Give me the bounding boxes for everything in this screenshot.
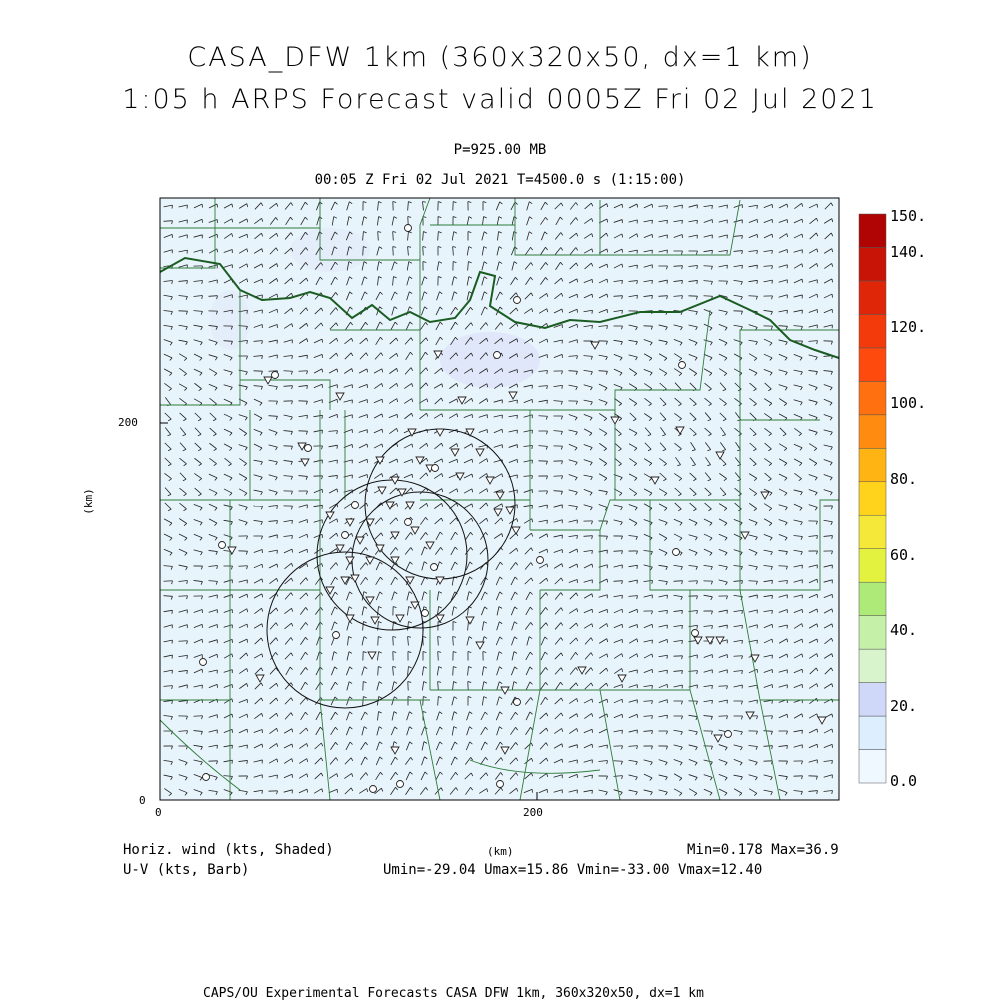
wind-barb-flag bbox=[592, 564, 593, 567]
colorbar bbox=[859, 214, 886, 783]
wind-barb-flag bbox=[772, 595, 773, 598]
station-circle bbox=[679, 362, 686, 369]
colorbar-segment bbox=[859, 281, 886, 314]
wind-barb bbox=[438, 652, 439, 661]
wind-barb-flag bbox=[322, 505, 323, 508]
colorbar-segment bbox=[859, 649, 886, 682]
wind-barb bbox=[179, 641, 188, 642]
wind-barb-flag bbox=[817, 729, 818, 732]
wind-barb-flag bbox=[622, 234, 623, 237]
colorbar-segment bbox=[859, 482, 886, 515]
wind-barb-flag bbox=[772, 580, 773, 583]
wind-barb-flag bbox=[832, 729, 833, 732]
wind-barb-flag bbox=[817, 609, 818, 612]
colorbar-segment bbox=[859, 314, 886, 347]
min-max-readout: Min=0.178 Max=36.9 bbox=[687, 842, 839, 858]
wind-barb bbox=[423, 697, 424, 706]
station-circle bbox=[352, 502, 359, 509]
colorbar-segment bbox=[859, 549, 886, 582]
colorbar-segment bbox=[859, 716, 886, 749]
wind-barb-flag bbox=[592, 699, 593, 702]
colorbar-segment bbox=[859, 348, 886, 381]
colorbar-label: 80. bbox=[890, 470, 917, 488]
wind-barb bbox=[719, 716, 728, 717]
colorbar-label: 140. bbox=[890, 243, 926, 261]
pressure-level: P=925.00 MB bbox=[0, 142, 1000, 158]
colorbar-segment bbox=[859, 582, 886, 615]
colorbar-segment bbox=[859, 616, 886, 649]
wind-barb-flag bbox=[712, 700, 713, 703]
colorbar-label: 20. bbox=[890, 697, 917, 715]
colorbar-segment bbox=[859, 415, 886, 448]
wind-barb bbox=[239, 566, 248, 567]
wind-barb-flag bbox=[307, 415, 308, 418]
wind-barb-flag bbox=[697, 625, 698, 628]
wind-barb-flag bbox=[622, 595, 623, 598]
wind-barb bbox=[749, 296, 758, 297]
colorbar-segment bbox=[859, 750, 886, 783]
wind-barb bbox=[363, 247, 364, 256]
wind-barb-flag bbox=[577, 549, 578, 552]
station-circle bbox=[370, 786, 377, 793]
wind-barb-flag bbox=[817, 639, 818, 642]
wind-barb-flag bbox=[292, 520, 293, 523]
x-tick-label-0: 0 bbox=[155, 806, 162, 819]
wind-barb-flag bbox=[682, 220, 683, 223]
colorbar-segment bbox=[859, 515, 886, 548]
station-circle bbox=[405, 519, 412, 526]
station-circle bbox=[272, 372, 279, 379]
wind-barb bbox=[423, 247, 424, 256]
wind-barb-flag bbox=[262, 744, 263, 747]
wind-barb-flag bbox=[592, 325, 593, 328]
wind-barb-flag bbox=[637, 565, 638, 568]
wind-barb-flag bbox=[742, 640, 743, 643]
wind-barb bbox=[554, 476, 563, 477]
station-circle bbox=[432, 465, 439, 472]
wind-barb-flag bbox=[667, 220, 668, 223]
wind-barb-flag bbox=[322, 415, 323, 418]
colorbar-segment bbox=[859, 214, 886, 247]
wind-barb-flag bbox=[772, 700, 773, 703]
wind-barb-flag bbox=[652, 654, 653, 657]
wind-barb-flag bbox=[757, 280, 758, 283]
station-circle bbox=[497, 781, 504, 788]
wind-barb-flag bbox=[532, 505, 533, 508]
wind-barb bbox=[393, 637, 394, 646]
wind-barb-flag bbox=[217, 204, 218, 207]
colorbar-segment bbox=[859, 381, 886, 414]
plot-title-line1: CASA_DFW 1km (360x320x50, dx=1 km) bbox=[0, 42, 1000, 73]
station-circle bbox=[494, 352, 501, 359]
field-maximum-patch bbox=[440, 332, 540, 388]
station-circle bbox=[692, 630, 699, 637]
uv-range-readout: Umin=-29.04 Umax=15.86 Vmin=-33.00 Vmax=12.40 bbox=[383, 862, 762, 878]
wind-barb-flag bbox=[262, 790, 263, 793]
wind-barb-flag bbox=[607, 219, 608, 222]
colorbar-segment bbox=[859, 247, 886, 280]
wind-barb-flag bbox=[247, 310, 248, 313]
field-patch bbox=[290, 228, 370, 272]
wind-barb-flag bbox=[607, 579, 608, 582]
wind-barb-flag bbox=[712, 250, 713, 253]
station-circle bbox=[200, 659, 207, 666]
wind-barb bbox=[299, 371, 308, 372]
wind-barb-flag bbox=[547, 339, 548, 342]
y-tick-label-200: 200 bbox=[118, 416, 138, 429]
wind-barb-flag bbox=[367, 444, 368, 447]
wind-barb-flag bbox=[757, 205, 758, 208]
wind-barb-flag bbox=[667, 655, 668, 658]
station-circle bbox=[514, 297, 521, 304]
wind-barb-flag bbox=[652, 280, 653, 283]
wind-barb-flag bbox=[622, 264, 623, 267]
station-circle bbox=[203, 774, 210, 781]
legend-shaded: Horiz. wind (kts, Shaded) bbox=[123, 842, 334, 858]
wind-barb bbox=[749, 581, 758, 582]
colorbar-segment bbox=[859, 683, 886, 716]
wind-barb-flag bbox=[172, 610, 173, 613]
colorbar-label: 0.0 bbox=[890, 772, 917, 790]
station-circle bbox=[514, 699, 521, 706]
valid-time: 00:05 Z Fri 02 Jul 2021 T=4500.0 s (1:15:00) bbox=[0, 172, 1000, 188]
colorbar-label: 120. bbox=[890, 318, 926, 336]
wind-barb-flag bbox=[622, 310, 623, 313]
station-circle bbox=[219, 542, 226, 549]
wind-barb bbox=[614, 746, 623, 747]
x-axis-label: (km) bbox=[487, 845, 514, 858]
wind-barb-flag bbox=[697, 220, 698, 223]
colorbar-label: 40. bbox=[890, 621, 917, 639]
y-tick-label-0: 0 bbox=[139, 794, 146, 807]
wind-barb-flag bbox=[772, 610, 773, 613]
credit-line: CAPS/OU Experimental Forecasts CASA DFW 1km, 360x320x50, dx=1 km bbox=[203, 986, 704, 1001]
wind-barb-flag bbox=[832, 699, 833, 702]
wind-barb-flag bbox=[562, 309, 563, 312]
x-tick-label-200: 200 bbox=[523, 806, 543, 819]
wind-barb bbox=[453, 667, 454, 676]
station-circle bbox=[422, 610, 429, 617]
wind-barb-flag bbox=[742, 625, 743, 628]
colorbar-label: 150. bbox=[890, 207, 926, 225]
wind-barb-flag bbox=[712, 205, 713, 208]
legend-barb: U-V (kts, Barb) bbox=[123, 862, 249, 878]
station-circle bbox=[673, 549, 680, 556]
wind-barb-flag bbox=[277, 564, 278, 567]
colorbar-segment bbox=[859, 448, 886, 481]
colorbar-label: 60. bbox=[890, 546, 917, 564]
station-circle bbox=[431, 564, 438, 571]
wind-barb bbox=[378, 232, 379, 241]
wind-barb-flag bbox=[742, 265, 743, 268]
station-circle bbox=[725, 731, 732, 738]
station-circle bbox=[333, 632, 340, 639]
wind-barb-flag bbox=[637, 204, 638, 207]
station-circle bbox=[405, 225, 412, 232]
colorbar-label: 100. bbox=[890, 394, 926, 412]
plot-title-line2: 1:05 h ARPS Forecast valid 0005Z Fri 02 Jul 2021 bbox=[0, 84, 1000, 115]
wind-barb-flag bbox=[412, 444, 413, 447]
wind-barb-flag bbox=[277, 294, 278, 297]
y-axis-label: (km) bbox=[82, 488, 95, 515]
station-circle bbox=[397, 781, 404, 788]
station-circle bbox=[537, 557, 544, 564]
station-circle bbox=[305, 445, 312, 452]
station-circle bbox=[342, 532, 349, 539]
